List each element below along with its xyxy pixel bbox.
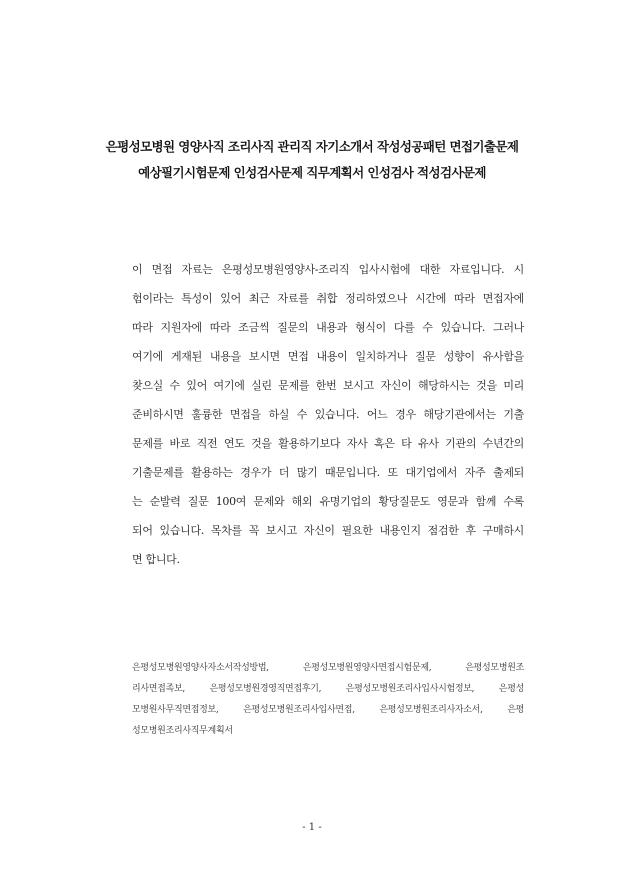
body-line: 되어 있습니다. 목차를 꼭 보시고 자신이 필요한 내용인지 점검한 후 구매하시 (132, 524, 524, 537)
body-line: 여기에 게재된 내용을 보시면 면접 내용이 일치하거나 질문 성향이 유사함을 (132, 350, 524, 363)
keyword-line: 성모병원조리사직무계획서 (132, 726, 233, 736)
body-line: 기출문제를 활용하는 경우가 더 많기 때문입니다. 또 대기업에서 자주 출제되 (132, 466, 524, 479)
keyword-line: 모병원사무직면접정보, 은평성모병원조리사입사면접, 은평성모병원조리사자소서, 은평 (132, 705, 524, 715)
body-paragraph (132, 255, 524, 574)
document-title-line-2: 예상필기시험문제 인성검사문제 직무계획서 인성검사 적성검사문제 (138, 165, 486, 180)
body-line: 문제를 바로 직전 연도 것을 활용하기보다 자사 혹은 타 유사 기관의 수년간의 (132, 437, 524, 450)
body-line: 는 순발력 질문 100여 문제와 해외 유명기업의 황당질문도 영문과 함께 수록 (132, 495, 524, 508)
body-line: 찾으실 수 있어 여기에 실린 문제를 한번 보시고 자신이 해당하시는 것을 미리 (132, 379, 524, 392)
keyword-list (132, 658, 524, 742)
keyword-line: 리사면접족보, 은평성모병원경영직면접후기, 은평성모병원조리사입사시험정보, 은평성 (132, 684, 524, 694)
document-title-line-1: 은평성모병원 영양사직 조리사직 관리직 자기소개서 작성성공패턴 면접기출문제 (105, 139, 519, 154)
keyword-line: 은평성모병원영양사자소서작성방법, 은평성모병원영양사면접시험문제, 은평성모병원조 (132, 663, 524, 673)
body-line: 따라 지원자에 따라 조금씩 질문의 내용과 형식이 다를 수 있습니다. 그러나 (132, 321, 524, 334)
body-line: 준비하시면 훌륭한 면접을 하실 수 있습니다. 어느 경우 해당기관에서는 기출 (132, 408, 524, 421)
body-line: 이 면접 자료는 은평성모병원영양사-조리직 입사시험에 대한 자료입니다. 시 (132, 263, 524, 276)
body-line: 면 합니다. (132, 553, 180, 566)
page-number: - 1 - (302, 822, 322, 833)
body-line: 험이라는 특성이 있어 최근 자료를 취합 정리하였으나 시간에 따라 면접자에 (132, 292, 524, 305)
